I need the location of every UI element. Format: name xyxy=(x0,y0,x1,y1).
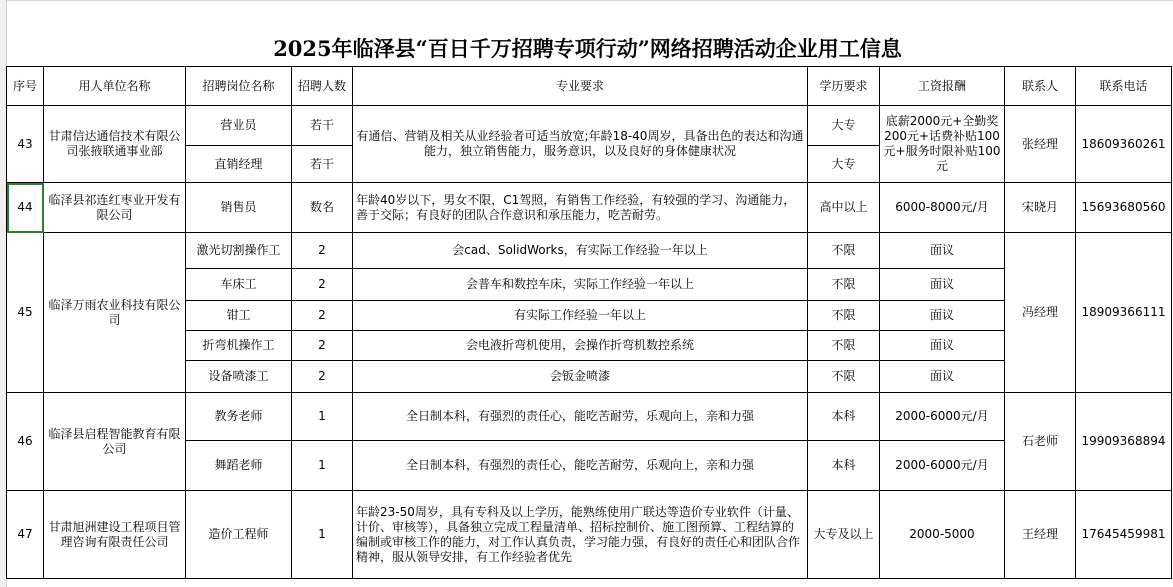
cell-no[interactable]: 47 xyxy=(7,491,44,579)
cell-major[interactable]: 会电液折弯机使用，会操作折弯机数控系统 xyxy=(353,331,808,361)
cell-phone[interactable]: 18609360261 xyxy=(1076,106,1172,183)
cell-salary[interactable]: 面议 xyxy=(880,233,1005,269)
header-major[interactable]: 专业要求 xyxy=(353,67,808,106)
cell-major[interactable]: 会钣金喷漆 xyxy=(353,361,808,393)
cell-phone[interactable]: 15693680560 xyxy=(1076,183,1172,233)
cell-company[interactable]: 甘肃信达通信技术有限公司张掖联通事业部 xyxy=(44,106,186,183)
cell-company[interactable]: 临泽县启程智能教育有限公司 xyxy=(44,393,186,491)
header-position[interactable]: 招聘岗位名称 xyxy=(186,67,292,106)
cell-salary[interactable]: 2000-6000元/月 xyxy=(880,441,1005,491)
cell-major[interactable]: 年龄23-50周岁，具有专科及以上学历，能熟练使用广联达等造价专业软件（计量、计价、审核等），具备独立完成工程量清单、招标控制价、施工图预算、工程结算的编制或审核工作的能力，对工作认真负责，学习能力强，有良好的责任心和团队合作精神，服从领导安排，有工作经验者优先 xyxy=(353,491,808,579)
cell-position[interactable]: 车床工 xyxy=(186,269,292,301)
cell-edu[interactable]: 大专及以上 xyxy=(808,491,880,579)
cell-count[interactable]: 1 xyxy=(292,441,353,491)
header-row xyxy=(7,67,1172,106)
header-edu[interactable]: 学历要求 xyxy=(808,67,880,106)
cell-position[interactable]: 设备喷漆工 xyxy=(186,361,292,393)
table-row xyxy=(7,233,1172,269)
cell-contact[interactable]: 张经理 xyxy=(1005,106,1076,183)
table-row xyxy=(7,106,1172,146)
cell-position[interactable]: 钳工 xyxy=(186,301,292,331)
cell-position[interactable]: 折弯机操作工 xyxy=(186,331,292,361)
cell-no[interactable]: 45 xyxy=(7,233,44,393)
cell-edu[interactable]: 不限 xyxy=(808,361,880,393)
cell-contact[interactable]: 冯经理 xyxy=(1005,233,1076,393)
cell-count[interactable]: 2 xyxy=(292,301,353,331)
cell-count[interactable]: 数名 xyxy=(292,183,353,233)
cell-major[interactable]: 全日制本科，有强烈的责任心，能吃苦耐劳，乐观向上，亲和力强 xyxy=(353,393,808,441)
cell-phone[interactable]: 18909366111 xyxy=(1076,233,1172,393)
cell-phone[interactable]: 17645459981 xyxy=(1076,491,1172,579)
cell-edu[interactable]: 大专 xyxy=(808,146,880,183)
cell-no[interactable]: 43 xyxy=(7,106,44,183)
recruitment-table xyxy=(6,66,1172,579)
cell-count[interactable]: 2 xyxy=(292,331,353,361)
cell-edu[interactable]: 不限 xyxy=(808,233,880,269)
cell-salary[interactable]: 面议 xyxy=(880,269,1005,301)
cell-major[interactable]: 年龄40岁以下，男女不限，C1驾照，有销售工作经验，有较强的学习、沟通能力，善于交际；有良好的团队合作意识和承压能力，吃苦耐劳。 xyxy=(353,183,808,233)
cell-position[interactable]: 直销经理 xyxy=(186,146,292,183)
cell-edu[interactable]: 本科 xyxy=(808,393,880,441)
cell-count[interactable]: 若干 xyxy=(292,146,353,183)
cell-company[interactable]: 甘肃旭洲建设工程项目管理咨询有限责任公司 xyxy=(44,491,186,579)
cell-count[interactable]: 1 xyxy=(292,393,353,441)
cell-position[interactable]: 激光切割操作工 xyxy=(186,233,292,269)
header-phone[interactable]: 联系电话 xyxy=(1076,67,1172,106)
cell-edu[interactable]: 本科 xyxy=(808,441,880,491)
cell-salary[interactable]: 面议 xyxy=(880,301,1005,331)
cell-major[interactable]: 会cad、SolidWorks，有实际工作经验一年以上 xyxy=(353,233,808,269)
cell-position[interactable]: 舞蹈老师 xyxy=(186,441,292,491)
table-row xyxy=(7,183,1172,233)
top-border xyxy=(0,0,1173,1)
cell-count[interactable]: 2 xyxy=(292,233,353,269)
cell-count[interactable]: 2 xyxy=(292,361,353,393)
cell-salary[interactable]: 底薪2000元+全勤奖200元+话费补贴100元+服务时限补贴100元 xyxy=(880,106,1005,183)
cell-no[interactable]: 46 xyxy=(7,393,44,491)
cell-salary[interactable]: 面议 xyxy=(880,331,1005,361)
header-no[interactable]: 序号 xyxy=(7,67,44,106)
cell-count[interactable]: 若干 xyxy=(292,106,353,146)
cell-major[interactable]: 有实际工作经验一年以上 xyxy=(353,301,808,331)
cell-edu[interactable]: 大专 xyxy=(808,106,880,146)
cell-position[interactable]: 营业员 xyxy=(186,106,292,146)
cell-contact[interactable]: 王经理 xyxy=(1005,491,1076,579)
cell-position[interactable]: 教务老师 xyxy=(186,393,292,441)
sheet-title: 2025年临泽县“百日千万招聘专项行动”网络招聘活动企业用工信息 xyxy=(273,36,902,61)
cell-edu[interactable]: 不限 xyxy=(808,301,880,331)
cell-edu[interactable]: 不限 xyxy=(808,331,880,361)
cell-salary[interactable]: 2000-5000 xyxy=(880,491,1005,579)
cell-count[interactable]: 2 xyxy=(292,269,353,301)
cell-company[interactable]: 临泽县祁连红枣业开发有限公司 xyxy=(44,183,186,233)
header-contact[interactable]: 联系人 xyxy=(1005,67,1076,106)
cell-edu[interactable]: 不限 xyxy=(808,269,880,301)
cell-contact[interactable]: 宋晓月 xyxy=(1005,183,1076,233)
cell-edu[interactable]: 高中以上 xyxy=(808,183,880,233)
header-salary[interactable]: 工资报酬 xyxy=(880,67,1005,106)
header-company[interactable]: 用人单位名称 xyxy=(44,67,186,106)
cell-major[interactable]: 有通信、营销及相关从业经验者可适当放宽;年龄18-40周岁，具备出色的表达和沟通能力，独立销售能力，服务意识，以及良好的身体健康状况 xyxy=(353,106,808,183)
cell-company[interactable]: 临泽万雨农业科技有限公司 xyxy=(44,233,186,393)
cell-salary[interactable]: 2000-6000元/月 xyxy=(880,393,1005,441)
cell-major[interactable]: 全日制本科，有强烈的责任心，能吃苦耐劳，乐观向上，亲和力强 xyxy=(353,441,808,491)
cell-salary[interactable]: 6000-8000元/月 xyxy=(880,183,1005,233)
table-row xyxy=(7,491,1172,579)
cell-phone[interactable]: 19909368894 xyxy=(1076,393,1172,491)
cell-no-selected[interactable]: 44 xyxy=(7,183,44,233)
header-count[interactable]: 招聘人数 xyxy=(292,67,353,106)
cell-contact[interactable]: 石老师 xyxy=(1005,393,1076,491)
cell-salary[interactable]: 面议 xyxy=(880,361,1005,393)
cell-major[interactable]: 会普车和数控车床，实际工作经验一年以上 xyxy=(353,269,808,301)
table-row xyxy=(7,393,1172,441)
cell-position[interactable]: 销售员 xyxy=(186,183,292,233)
cell-count[interactable]: 1 xyxy=(292,491,353,579)
cell-position[interactable]: 造价工程师 xyxy=(186,491,292,579)
